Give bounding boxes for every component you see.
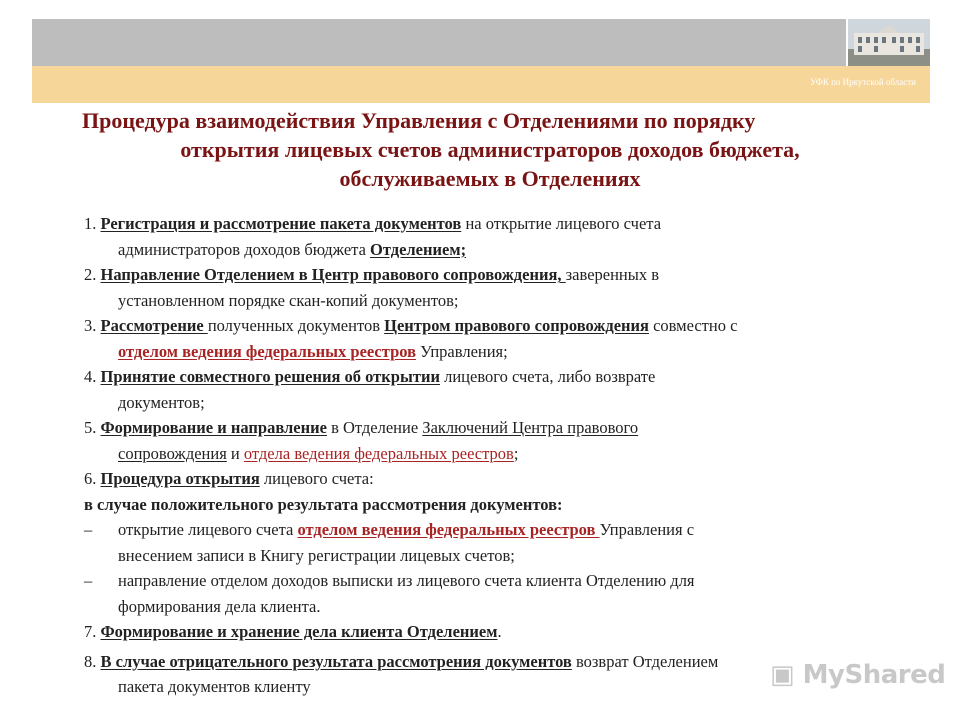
item-3-red: отделом ведения федеральных реестров bbox=[118, 341, 416, 361]
dash-marker: – bbox=[84, 571, 93, 590]
building-photo bbox=[848, 19, 930, 66]
sub-item-1-text-2: Управления с bbox=[599, 520, 695, 539]
org-name: УФК по Иркутской области bbox=[810, 77, 916, 87]
item-number: 3. bbox=[84, 316, 97, 335]
item-number: 7. bbox=[84, 622, 97, 641]
item-5-text-2: и bbox=[226, 443, 244, 463]
watermark-logo bbox=[770, 660, 945, 690]
item-8-text-2: пакета документов клиенту bbox=[118, 677, 311, 696]
sub-item-1-red: отделом ведения федеральных реестров bbox=[297, 520, 600, 539]
item-4-text: лицевого счета, либо возврате bbox=[439, 367, 656, 386]
watermark-icon: ▣ bbox=[770, 660, 795, 690]
item-1-text: на открытие лицевого счета bbox=[461, 214, 662, 233]
item-5-text: в Отделение bbox=[326, 418, 423, 437]
sub-item-2-text: направление отделом доходов выписки из лицевого счета клиента Отделению для bbox=[118, 571, 695, 590]
item-number: 1. bbox=[84, 214, 97, 233]
title-line-2: открытия лицевых счетов администраторов доходов бюджета, bbox=[180, 137, 800, 162]
item-3-text-2: совместно с bbox=[648, 316, 738, 335]
item-number: 8. bbox=[84, 651, 97, 671]
sub-item-2 bbox=[84, 568, 934, 619]
item-1-bold: Регистрация и рассмотрение пакета документов bbox=[100, 214, 462, 233]
item-7-bold: Формирование и хранение дела клиента Отделением bbox=[100, 622, 498, 641]
watermark-text: MyShared bbox=[802, 660, 946, 690]
item-2-text: заверенных в bbox=[565, 265, 660, 284]
list-item-6 bbox=[84, 466, 934, 492]
item-number: 4. bbox=[84, 367, 97, 386]
item-number: 6. bbox=[84, 469, 97, 488]
item-number: 5. bbox=[84, 418, 97, 437]
item-7-text: . bbox=[497, 622, 502, 641]
procedure-list bbox=[84, 211, 934, 700]
sub-item-1-text-3: внесением записи в Книгу регистрации лицевых счетов; bbox=[118, 545, 515, 565]
item-2-text-2: установленном порядке скан-копий документов; bbox=[118, 290, 459, 310]
header-tan-band bbox=[32, 66, 846, 103]
list-item-5 bbox=[84, 415, 934, 466]
item-8-bold: В случае отрицательного результата рассмотрения документов bbox=[100, 651, 572, 671]
item-5-underlined: Заключений Центра правового bbox=[422, 418, 639, 437]
sub-item-2-text-2: формирования дела клиента. bbox=[118, 596, 321, 616]
sub-item-1-text: открытие лицевого счета bbox=[118, 520, 298, 539]
page-title bbox=[70, 106, 910, 193]
item-3-text-3: Управления; bbox=[416, 341, 508, 361]
item-5-red: отдела ведения федеральных реестров bbox=[243, 443, 514, 463]
title-line-1: Процедура взаимодействия Управления с Отделениями по порядку bbox=[82, 108, 756, 133]
item-3-bold-2: Центром правового сопровождения bbox=[384, 316, 649, 335]
list-item-4 bbox=[84, 364, 934, 415]
item-6-bold: Процедура открытия bbox=[100, 469, 260, 488]
item-4-text-2: документов; bbox=[118, 392, 205, 412]
item-3-text: полученных документов bbox=[207, 316, 385, 335]
item-8-text: возврат Отделением bbox=[571, 651, 719, 671]
dash-marker: – bbox=[84, 520, 93, 539]
list-item-7 bbox=[84, 619, 934, 645]
item-5-bold: Формирование и направление bbox=[100, 418, 327, 437]
positive-case-heading: в случае положительного результата рассмотрения документов: bbox=[84, 494, 563, 514]
item-3-bold: Рассмотрение bbox=[100, 316, 208, 335]
title-line-3: обслуживаемых в Отделениях bbox=[339, 166, 641, 191]
list-item-2 bbox=[84, 262, 934, 313]
item-number: 2. bbox=[84, 265, 97, 284]
item-1-bold-2: Отделением; bbox=[370, 239, 467, 259]
item-5-underlined-2: сопровождения bbox=[118, 443, 227, 463]
item-6-text: лицевого счета: bbox=[259, 469, 374, 488]
item-4-bold: Принятие совместного решения об открытии bbox=[100, 367, 440, 386]
item-5-text-3: ; bbox=[513, 443, 519, 463]
sub-item-1 bbox=[84, 517, 934, 568]
item-2-bold: Направление Отделением в Центр правового сопровождения, bbox=[100, 265, 566, 284]
list-item-3 bbox=[84, 313, 934, 364]
list-item-1 bbox=[84, 211, 934, 262]
item-1-text-2: администраторов доходов бюджета bbox=[118, 239, 371, 259]
header-gray-band bbox=[32, 19, 846, 66]
